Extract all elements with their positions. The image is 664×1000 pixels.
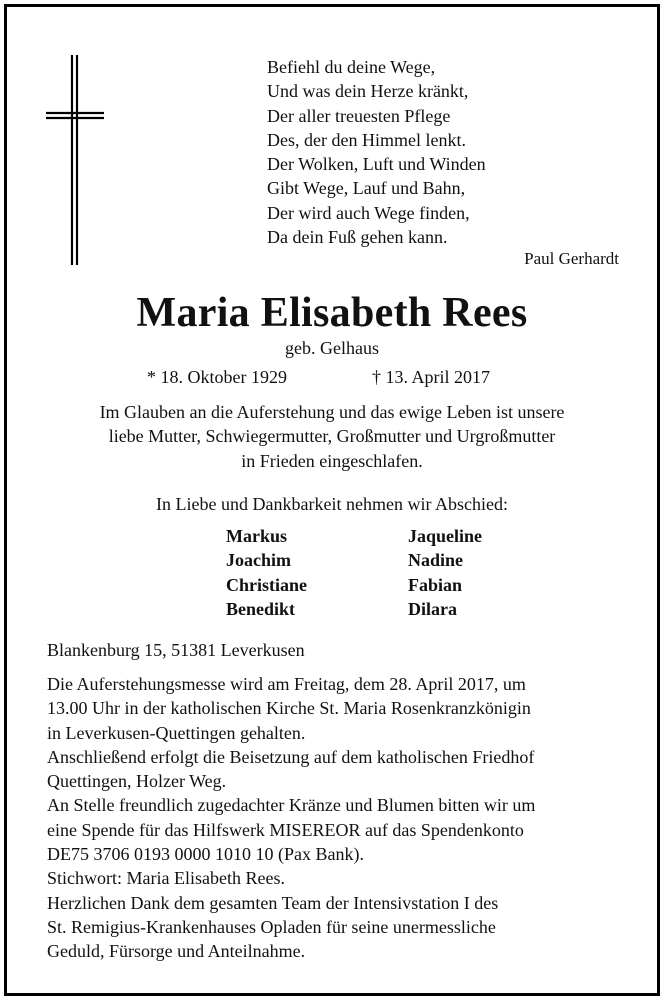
mourner-name: Fabian	[408, 574, 463, 595]
details-line: Herzlichen Dank dem gesamten Team der Intensivstation I des	[47, 892, 499, 913]
details-line: Anschließend erfolgt die Beisetzung auf dem katholischen Friedhof	[47, 746, 535, 767]
maiden-name: geb. Gelhaus	[285, 338, 379, 358]
announcement-line: Im Glauben an die Auferstehung und das ewige Leben ist unsere	[99, 402, 565, 422]
details-line: An Stelle freundlich zugedachter Kränze und Blumen bitten wir um	[47, 795, 536, 816]
poem-line: Da dein Fuß gehen kann.	[267, 227, 448, 248]
farewell-intro: In Liebe und Dankbarkeit nehmen wir Abschied:	[156, 494, 508, 514]
details-line: Stichwort: Maria Elisabeth Rees.	[47, 868, 285, 889]
service-details	[47, 672, 535, 964]
poem-line: Gibt Wege, Lauf und Bahn,	[267, 178, 466, 199]
poem-line: Befiehl du deine Wege,	[267, 57, 436, 77]
family-address: Blankenburg 15, 51381 Leverkusen	[47, 640, 305, 660]
poem	[267, 55, 486, 249]
mourner-name: Christiane	[226, 574, 307, 595]
mourner-name: Nadine	[408, 550, 464, 571]
details-line: eine Spende für das Hilfswerk MISEREOR auf das Spendenkonto	[47, 819, 524, 840]
deceased-name: Maria Elisabeth Rees	[136, 290, 528, 336]
mourner-name: Markus	[226, 526, 288, 546]
details-line: DE75 3706 0193 0000 1010 10 (Pax Bank).	[47, 844, 364, 865]
details-line: St. Remigius-Krankenhauses Opladen für seine unermessliche	[47, 916, 496, 937]
mourners-right-column	[408, 524, 482, 621]
mourner-name: Joachim	[226, 550, 291, 571]
mourners-left-column	[226, 524, 307, 621]
announcement	[20, 400, 644, 473]
poem-line: Der aller treuesten Pflege	[267, 105, 451, 126]
announcement-line: liebe Mutter, Schwiegermutter, Großmutter und Urgroßmutter	[108, 426, 556, 447]
details-line: Geduld, Fürsorge und Anteilnahme.	[47, 941, 306, 962]
mourner-name: Dilara	[408, 598, 457, 619]
death-date: † 13. April 2017	[372, 367, 491, 387]
poem-line: Der Wolken, Luft und Winden	[267, 154, 486, 175]
poem-line: Des, der den Himmel lenkt.	[267, 129, 466, 150]
birth-date: * 18. Oktober 1929	[147, 367, 287, 387]
poem-line: Und was dein Herze kränkt,	[267, 81, 469, 102]
cross-icon	[44, 55, 104, 265]
details-line: Quettingen, Holzer Weg.	[47, 771, 227, 792]
details-line: 13.00 Uhr in der katholischen Kirche St. Maria Rosenkranzkönigin	[47, 698, 531, 719]
details-line: Die Auferstehungsmesse wird am Freitag, dem 28. April 2017, um	[47, 674, 526, 694]
mourner-name: Jaqueline	[408, 526, 483, 546]
poem-line: Der wird auch Wege finden,	[267, 202, 470, 223]
announcement-line: in Frieden eingeschlafen.	[241, 450, 423, 471]
mourner-name: Benedikt	[226, 598, 296, 619]
poem-author: Paul Gerhardt	[524, 249, 619, 268]
details-line: in Leverkusen-Quettingen gehalten.	[47, 722, 306, 743]
